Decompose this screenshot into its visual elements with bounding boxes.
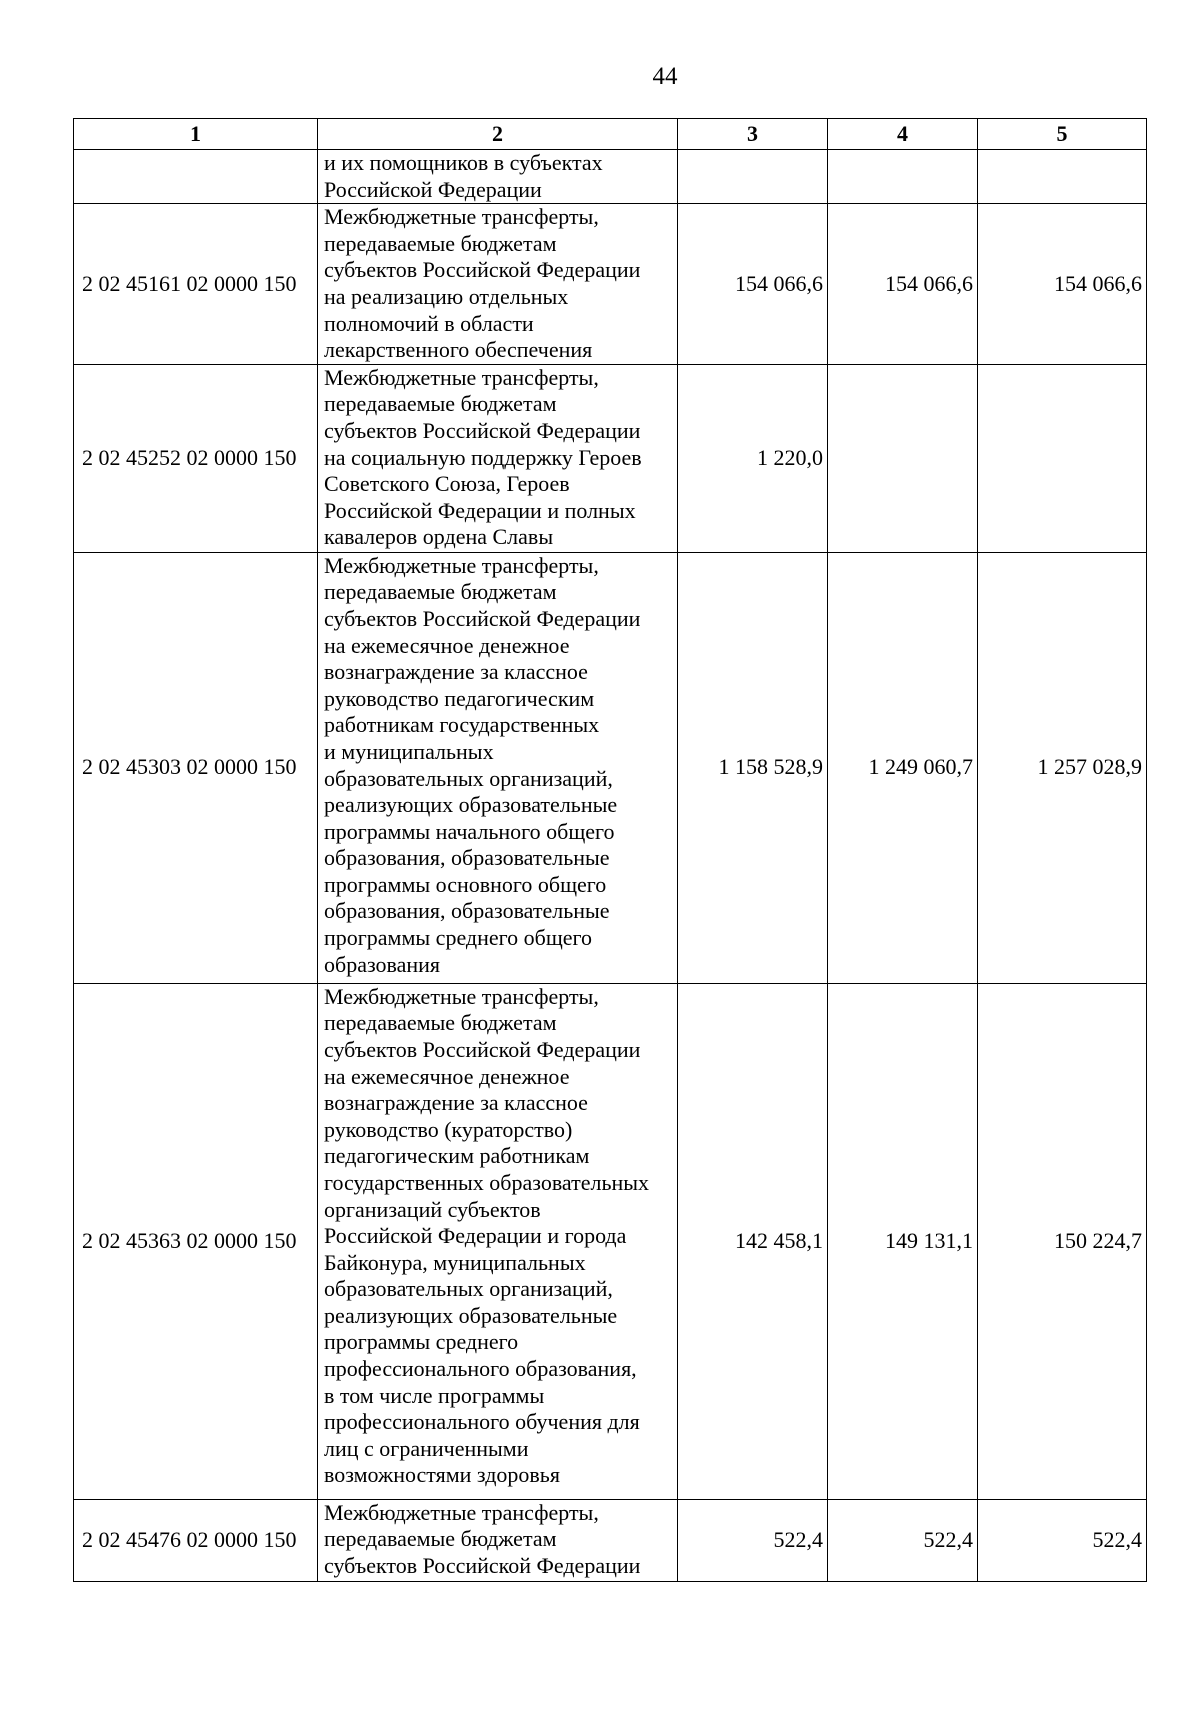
value-col3-cell: 1 158 528,9 [678,552,828,983]
value-col4-cell [828,150,978,204]
column-header-4: 4 [828,119,978,150]
table-row [74,1499,1147,1581]
column-header-3: 3 [678,119,828,150]
value-col4-cell: 522,4 [828,1499,978,1581]
description-cell: Межбюджетные трансферты, передаваемые бюджетам субъектов Российской Федерации на ежемесячное денежное вознаграждение за классное руководство педагогическим работникам государственных и муниципальных образовательных организаций, реализующих образовательные программы начального общего образования, образовательные программы основного общего образования, образовательные программы среднего общего образования [318,552,678,983]
table-row [74,552,1147,983]
value-col5-cell [978,150,1147,204]
value-col4-cell: 1 249 060,7 [828,552,978,983]
page-number: 44 [652,63,678,90]
budget-table [73,118,1147,1582]
value-col4-cell: 154 066,6 [828,204,978,365]
value-col5-cell [978,364,1147,552]
column-header-2: 2 [318,119,678,150]
value-col3-cell: 154 066,6 [678,204,828,365]
value-col3-cell [678,150,828,204]
value-col5-cell: 150 224,7 [978,983,1147,1499]
budget-code-cell: 2 02 45252 02 0000 150 [74,364,318,552]
value-col4-cell [828,364,978,552]
budget-code-cell: 2 02 45303 02 0000 150 [74,552,318,983]
table-row [74,983,1147,1499]
column-header-5: 5 [978,119,1147,150]
value-col5-cell: 154 066,6 [978,204,1147,365]
column-header-1: 1 [74,119,318,150]
table-row [74,204,1147,365]
value-col5-cell: 1 257 028,9 [978,552,1147,983]
value-col4-cell: 149 131,1 [828,983,978,1499]
budget-code-cell [74,150,318,204]
value-col5-cell: 522,4 [978,1499,1147,1581]
budget-code-cell: 2 02 45363 02 0000 150 [74,983,318,1499]
value-col3-cell: 1 220,0 [678,364,828,552]
value-col3-cell: 522,4 [678,1499,828,1581]
description-cell: Межбюджетные трансферты, передаваемые бюджетам субъектов Российской Федерации на ежемесячное денежное вознаграждение за классное руководство (кураторство) педагогическим работникам государственных образовательных организаций субъектов Российской Федерации и города Байконура, муниципальных образовательных организаций, реализующих образовательные программы среднего профессионального образования, в том числе программы профессионального обучения для лиц с ограниченными возможностями здоровья [318,983,678,1499]
table-row [74,150,1147,204]
budget-code-cell: 2 02 45476 02 0000 150 [74,1499,318,1581]
description-cell: Межбюджетные трансферты, передаваемые бюджетам субъектов Российской Федерации [318,1499,678,1581]
value-col3-cell: 142 458,1 [678,983,828,1499]
description-cell: Межбюджетные трансферты, передаваемые бюджетам субъектов Российской Федерации на социальную поддержку Героев Советского Союза, Героев Российской Федерации и полных кавалеров ордена Славы [318,364,678,552]
table-header-row [74,119,1147,150]
description-cell: и их помощников в субъектах Российской Федерации [318,150,678,204]
budget-code-cell: 2 02 45161 02 0000 150 [74,204,318,365]
description-cell: Межбюджетные трансферты, передаваемые бюджетам субъектов Российской Федерации на реализацию отдельных полномочий в области лекарственного обеспечения [318,204,678,365]
table-row [74,364,1147,552]
